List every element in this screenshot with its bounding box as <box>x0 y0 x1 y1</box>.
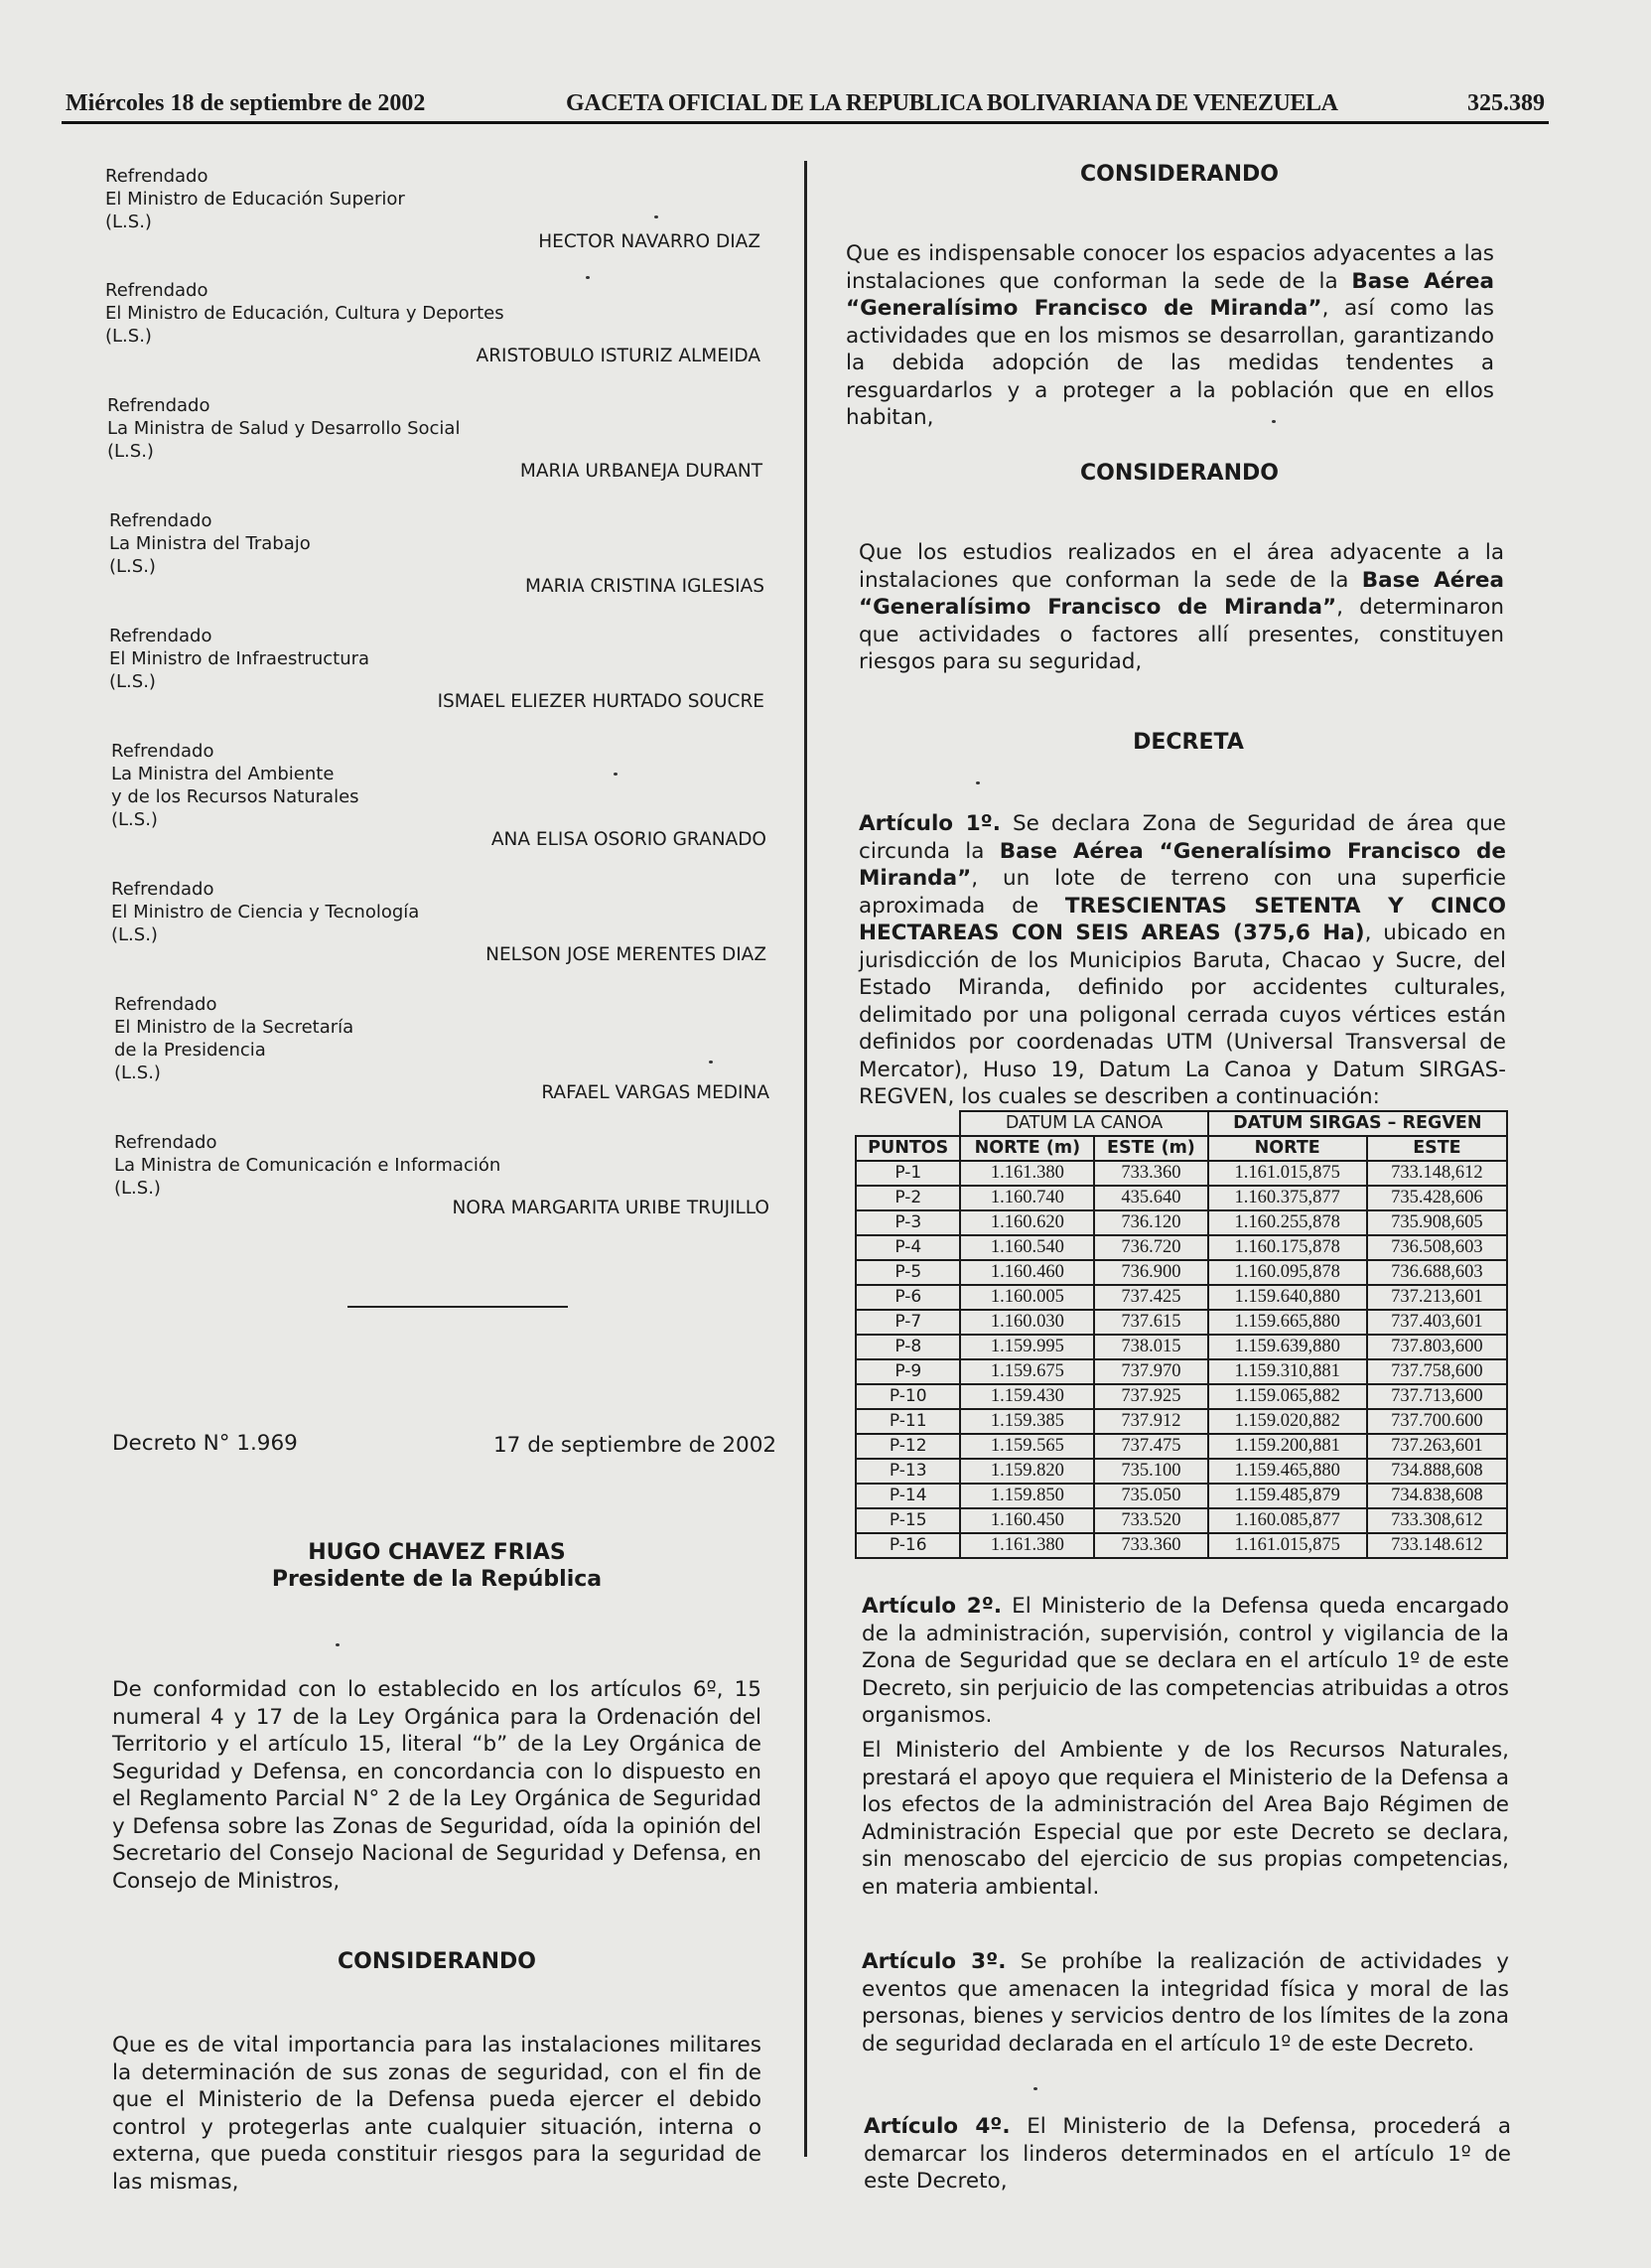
refrendo-seal: (L.S.) <box>111 924 158 945</box>
refrendo-label: Refrendado <box>105 280 208 301</box>
considerando-3-text: Que los estudios realizados en el área adyacente a la instalaciones que conforman la sede de la Base Aérea “Generalísimo Francisco de Miranda”, determinaron que actividades o factores allí presentes, constituyen riesgos para su seguridad, <box>859 540 1505 674</box>
refrendo-office: La Ministra de Salud y Desarrollo Social <box>107 418 461 439</box>
scan-speck <box>654 215 658 218</box>
col-norte: NORTE <box>1208 1136 1367 1161</box>
refrendo-seal: (L.S.) <box>109 671 156 692</box>
cell-norte-sirgas: 1.161.015,875 <box>1208 1533 1367 1558</box>
cell-este-sirgas: 735.908,605 <box>1367 1210 1507 1235</box>
cell-norte-canoa: 1.160.740 <box>960 1186 1094 1210</box>
cell-este-sirgas: 737.713,600 <box>1367 1384 1507 1409</box>
cell-este-canoa: 733.360 <box>1094 1533 1207 1558</box>
refrendo-office: El Ministro de la Secretaría <box>114 1017 354 1038</box>
cell-norte-canoa: 1.160.450 <box>960 1508 1094 1533</box>
refrendo-signer: HECTOR NAVARRO DIAZ <box>538 231 760 252</box>
page-header <box>62 83 1549 124</box>
scan-speck <box>336 1643 340 1646</box>
header-date: Miércoles 18 de septiembre de 2002 <box>66 90 426 116</box>
cell-este-sirgas: 733.308,612 <box>1367 1508 1507 1533</box>
refrendo-office: El Ministro de Ciencia y Tecnología <box>111 902 420 922</box>
articulo-1-text: Artículo 1º. Se declara Zona de Seguridad de área que circunda la Base Aérea “Generalísimo Francisco de Miranda”, un lote de terreno con una superficie aproximada de TRESCIENTAS SETENTA Y CINCO HECTAREAS CON SEIS AREAS (375,6 Ha), ubicado en jurisdicción de los Municipios Baruta, Chacao y Sucre, del Estado Miranda, definido por accidentes culturales, delimitado por una poligonal cerrada cuyos vértices están definidos por coordenadas UTM (Universal Transversal de Mercator), Huso 19, Datum La Canoa y Datum SIRGAS-REGVEN, los cuales se describen a continuación: <box>859 811 1506 1109</box>
cell-punto: P-13 <box>856 1459 960 1484</box>
cell-norte-canoa: 1.159.385 <box>960 1409 1094 1434</box>
table-row <box>856 1186 1507 1210</box>
refrendo-label: Refrendado <box>111 879 214 900</box>
articulo-3-text: Artículo 3º. Se prohíbe la realización de actividades y eventos que amenacen la integridad física y moral de las personas, bienes y servicios dentro de los límites de la zona de seguridad declarada en el artículo 1º de este Decreto. <box>862 1949 1509 2056</box>
considerando-heading-2: CONSIDERANDO <box>1080 162 1279 187</box>
cell-punto: P-5 <box>856 1260 960 1285</box>
decree-preamble: De conformidad con lo establecido en los artículos 6º, 15 numeral 4 y 17 de la Ley Orgánica para la Ordenación del Territorio y el artículo 15, literal “b” de la Ley Orgánica de Seguridad y Defensa, en concordancia con lo dispuesto en el Reglamento Parcial N° 2 de la Ley Orgánica de Seguridad y Defensa sobre las Zonas de Seguridad, oída la opinión del Secretario del Consejo Nacional de Seguridad y Defensa, en Consejo de Ministros, <box>112 1677 761 1894</box>
cell-punto: P-14 <box>856 1484 960 1508</box>
cell-norte-sirgas: 1.159.310,881 <box>1208 1359 1367 1384</box>
table-row <box>856 1508 1507 1533</box>
cell-norte-canoa: 1.161.380 <box>960 1533 1094 1558</box>
header-datum-canoa: DATUM LA CANOA <box>960 1111 1207 1136</box>
header-title: GACETA OFICIAL DE LA REPUBLICA BOLIVARIANA DE VENEZUELA <box>566 90 1338 116</box>
refrendo-seal: (L.S.) <box>109 556 156 577</box>
refrendo-block <box>111 740 766 850</box>
cell-norte-sirgas: 1.159.065,882 <box>1208 1384 1367 1409</box>
cell-este-canoa: 737.912 <box>1094 1409 1207 1434</box>
col-este-m: ESTE (m) <box>1094 1136 1207 1161</box>
refrendo-block <box>107 394 762 482</box>
cell-punto: P-11 <box>856 1409 960 1434</box>
scan-speck <box>1272 420 1276 423</box>
cell-norte-canoa: 1.159.995 <box>960 1335 1094 1359</box>
president-name: HUGO CHAVEZ FRIAS <box>308 1540 566 1565</box>
table-column-header <box>856 1136 1507 1161</box>
president-title: Presidente de la República <box>271 1567 603 1592</box>
cell-norte-sirgas: 1.159.200,881 <box>1208 1434 1367 1459</box>
refrendo-office: El Ministro de Educación, Cultura y Deportes <box>105 303 504 324</box>
cell-este-canoa: 737.425 <box>1094 1285 1207 1310</box>
refrendo-label: Refrendado <box>114 1132 217 1153</box>
col-este: ESTE <box>1367 1136 1507 1161</box>
cell-norte-sirgas: 1.160.175,878 <box>1208 1235 1367 1260</box>
cell-norte-canoa: 1.159.430 <box>960 1384 1094 1409</box>
cell-norte-canoa: 1.160.460 <box>960 1260 1094 1285</box>
cell-este-sirgas: 734.838,608 <box>1367 1484 1507 1508</box>
cell-norte-canoa: 1.159.565 <box>960 1434 1094 1459</box>
table-row <box>856 1161 1507 1186</box>
scan-speck <box>1033 2087 1037 2090</box>
cell-este-sirgas: 736.508,603 <box>1367 1235 1507 1260</box>
cell-este-sirgas: 737.758,600 <box>1367 1359 1507 1384</box>
considerando-heading-1: CONSIDERANDO <box>338 1949 536 1974</box>
cell-punto: P-12 <box>856 1434 960 1459</box>
refrendo-office: La Ministra del Trabajo <box>109 533 311 554</box>
cell-punto: P-2 <box>856 1186 960 1210</box>
cell-norte-canoa: 1.159.820 <box>960 1459 1094 1484</box>
cell-este-sirgas: 737.403,601 <box>1367 1310 1507 1335</box>
cell-este-canoa: 737.615 <box>1094 1310 1207 1335</box>
cell-norte-canoa: 1.160.005 <box>960 1285 1094 1310</box>
cell-norte-sirgas: 1.159.020,882 <box>1208 1409 1367 1434</box>
cell-norte-canoa: 1.161.380 <box>960 1161 1094 1186</box>
cell-punto: P-8 <box>856 1335 960 1359</box>
header-datum-sirgas: DATUM SIRGAS – REGVEN <box>1208 1111 1507 1136</box>
refrendo-signer: ISMAEL ELIEZER HURTADO SOUCRE <box>437 691 764 712</box>
refrendo-office-line2: y de los Recursos Naturales <box>111 786 359 807</box>
decree-number: Decreto N° 1.969 <box>112 1431 298 1456</box>
refrendo-office: La Ministra del Ambiente <box>111 764 335 784</box>
cell-este-canoa: 435.640 <box>1094 1186 1207 1210</box>
table-row <box>856 1384 1507 1409</box>
table-row <box>856 1260 1507 1285</box>
table-row <box>856 1359 1507 1384</box>
cell-este-sirgas: 734.888,608 <box>1367 1459 1507 1484</box>
refrendo-label: Refrendado <box>114 994 217 1015</box>
cell-este-canoa: 738.015 <box>1094 1335 1207 1359</box>
cell-norte-sirgas: 1.160.255,878 <box>1208 1210 1367 1235</box>
table-row <box>856 1434 1507 1459</box>
scan-speck <box>586 276 590 279</box>
cell-este-sirgas: 735.428,606 <box>1367 1186 1507 1210</box>
cell-norte-canoa: 1.160.620 <box>960 1210 1094 1235</box>
cell-norte-sirgas: 1.159.465,880 <box>1208 1459 1367 1484</box>
cell-norte-sirgas: 1.160.095,878 <box>1208 1260 1367 1285</box>
cell-este-sirgas: 733.148,612 <box>1367 1161 1507 1186</box>
cell-norte-sirgas: 1.159.665,880 <box>1208 1310 1367 1335</box>
table-corner <box>856 1111 960 1136</box>
table-group-header <box>856 1111 1507 1136</box>
table-row <box>856 1335 1507 1359</box>
cell-punto: P-9 <box>856 1359 960 1384</box>
refrendo-block <box>111 878 766 965</box>
table-row <box>856 1310 1507 1335</box>
scan-speck <box>614 773 618 776</box>
table-row <box>856 1210 1507 1235</box>
page-number: 325.389 <box>1467 90 1545 116</box>
considerando-2-text: Que es indispensable conocer los espacios adyacentes a las instalaciones que conforman la sede de la Base Aérea “Generalísimo Francisco de Miranda”, así como las actividades que en los mismos se desarrollan, garantizando la debida adopción de las medidas tendentes a resguardarlos y a proteger a la población que en ellos habitan, <box>846 241 1494 430</box>
cell-este-canoa: 737.925 <box>1094 1384 1207 1409</box>
cell-este-canoa: 733.360 <box>1094 1161 1207 1186</box>
cell-punto: P-3 <box>856 1210 960 1235</box>
decree-date: 17 de septiembre de 2002 <box>493 1433 777 1458</box>
cell-norte-sirgas: 1.161.015,875 <box>1208 1161 1367 1186</box>
cell-este-canoa: 737.475 <box>1094 1434 1207 1459</box>
articulo-4-text: Artículo 4º. El Ministerio de la Defensa, procederá a demarcar los linderos determinados en el artículo 1º de este Decreto, <box>864 2114 1511 2194</box>
articulo-2-text: Artículo 2º. El Ministerio de la Defensa queda encargado de la administración, supervisión, control y vigilancia de la Zona de Seguridad que se declara en el artículo 1º de este Decreto, sin perjuicio de las competencias atribuidas a otros organismos. <box>862 1594 1509 1728</box>
table-row <box>856 1285 1507 1310</box>
scan-speck <box>976 781 980 784</box>
refrendo-seal: (L.S.) <box>105 326 152 347</box>
refrendo-office: El Ministro de Educación Superior <box>105 189 405 210</box>
cell-este-canoa: 736.900 <box>1094 1260 1207 1285</box>
refrendo-label: Refrendado <box>109 510 212 531</box>
table-row <box>856 1409 1507 1434</box>
cell-este-sirgas: 737.213,601 <box>1367 1285 1507 1310</box>
refrendo-signer: MARIA URBANEJA DURANT <box>519 461 762 482</box>
table-row <box>856 1235 1507 1260</box>
refrendo-signer: ARISTOBULO ISTURIZ ALMEIDA <box>476 346 760 366</box>
cell-punto: P-4 <box>856 1235 960 1260</box>
cell-punto: P-1 <box>856 1161 960 1186</box>
refrendo-signer: NORA MARGARITA URIBE TRUJILLO <box>452 1198 769 1218</box>
cell-norte-canoa: 1.159.675 <box>960 1359 1094 1384</box>
refrendo-office: La Ministra de Comunicación e Información <box>114 1155 501 1176</box>
refrendo-signer: MARIA CRISTINA IGLESIAS <box>525 576 764 597</box>
refrendo-seal: (L.S.) <box>114 1063 161 1083</box>
refrendo-block <box>114 1131 769 1218</box>
scan-speck <box>709 1061 713 1063</box>
cell-punto: P-16 <box>856 1533 960 1558</box>
col-norte-m: NORTE (m) <box>960 1136 1094 1161</box>
cell-punto: P-15 <box>856 1508 960 1533</box>
cell-norte-sirgas: 1.160.375,877 <box>1208 1186 1367 1210</box>
col-puntos: PUNTOS <box>856 1136 960 1161</box>
refrendo-signer: ANA ELISA OSORIO GRANADO <box>490 829 766 850</box>
refrendo-seal: (L.S.) <box>107 441 154 462</box>
cell-norte-sirgas: 1.159.639,880 <box>1208 1335 1367 1359</box>
refrendo-block <box>114 993 769 1103</box>
cell-norte-sirgas: 1.159.485,879 <box>1208 1484 1367 1508</box>
cell-norte-canoa: 1.160.030 <box>960 1310 1094 1335</box>
refrendo-seal: (L.S.) <box>105 212 152 232</box>
cell-punto: P-7 <box>856 1310 960 1335</box>
cell-este-canoa: 736.720 <box>1094 1235 1207 1260</box>
refrendo-seal: (L.S.) <box>111 809 158 830</box>
cell-este-sirgas: 736.688,603 <box>1367 1260 1507 1285</box>
cell-este-sirgas: 737.700.600 <box>1367 1409 1507 1434</box>
refrendo-seal: (L.S.) <box>114 1178 161 1199</box>
cell-este-sirgas: 737.803,600 <box>1367 1335 1507 1359</box>
cell-norte-canoa: 1.159.850 <box>960 1484 1094 1508</box>
table-row <box>856 1459 1507 1484</box>
cell-punto: P-6 <box>856 1285 960 1310</box>
column-divider <box>804 161 807 2157</box>
decreta-heading: DECRETA <box>1133 730 1244 755</box>
refrendo-signer: NELSON JOSE MERENTES DIAZ <box>485 944 766 965</box>
cell-este-canoa: 735.050 <box>1094 1484 1207 1508</box>
refrendo-office: El Ministro de Infraestructura <box>109 648 370 669</box>
refrendo-block <box>105 279 760 366</box>
refrendo-block <box>109 509 764 597</box>
refrendo-label: Refrendado <box>107 395 210 416</box>
refrendo-label: Refrendado <box>111 741 214 762</box>
coordinates-table <box>855 1110 1508 1559</box>
refrendo-block <box>109 625 764 712</box>
section-rule <box>347 1306 568 1308</box>
cell-este-sirgas: 733.148.612 <box>1367 1533 1507 1558</box>
cell-este-canoa: 736.120 <box>1094 1210 1207 1235</box>
refrendo-signer: RAFAEL VARGAS MEDINA <box>541 1082 769 1103</box>
refrendo-office-line2: de la Presidencia <box>114 1040 266 1061</box>
cell-este-canoa: 735.100 <box>1094 1459 1207 1484</box>
cell-punto: P-10 <box>856 1384 960 1409</box>
table-row <box>856 1533 1507 1558</box>
articulo-2-paragraph-2: El Ministerio del Ambiente y de los Recursos Naturales, prestará el apoyo que requiera el Ministerio de la Defensa a los efectos de la administración del Area Bajo Régimen de Administración Especial que por este Decreto se declara, sin menoscabo del ejercicio de sus propias competencias, en materia ambiental. <box>862 1738 1509 1900</box>
cell-norte-sirgas: 1.159.640,880 <box>1208 1285 1367 1310</box>
cell-este-canoa: 737.970 <box>1094 1359 1207 1384</box>
cell-este-canoa: 733.520 <box>1094 1508 1207 1533</box>
refrendo-block <box>105 165 760 252</box>
table-row <box>856 1484 1507 1508</box>
cell-este-sirgas: 737.263,601 <box>1367 1434 1507 1459</box>
cell-norte-sirgas: 1.160.085,877 <box>1208 1508 1367 1533</box>
considerando-heading-3: CONSIDERANDO <box>1080 461 1279 486</box>
refrendo-label: Refrendado <box>105 166 208 187</box>
considerando-1-text: Que es de vital importancia para las instalaciones militares la determinación de sus zonas de seguridad, con el fin de que el Ministerio de la Defensa pueda ejercer el debido control y protegerlas ante cualquier situación, interna o externa, que pueda constituir riesgos para la seguridad de las mismas, <box>112 2033 761 2195</box>
refrendo-label: Refrendado <box>109 626 212 646</box>
cell-norte-canoa: 1.160.540 <box>960 1235 1094 1260</box>
